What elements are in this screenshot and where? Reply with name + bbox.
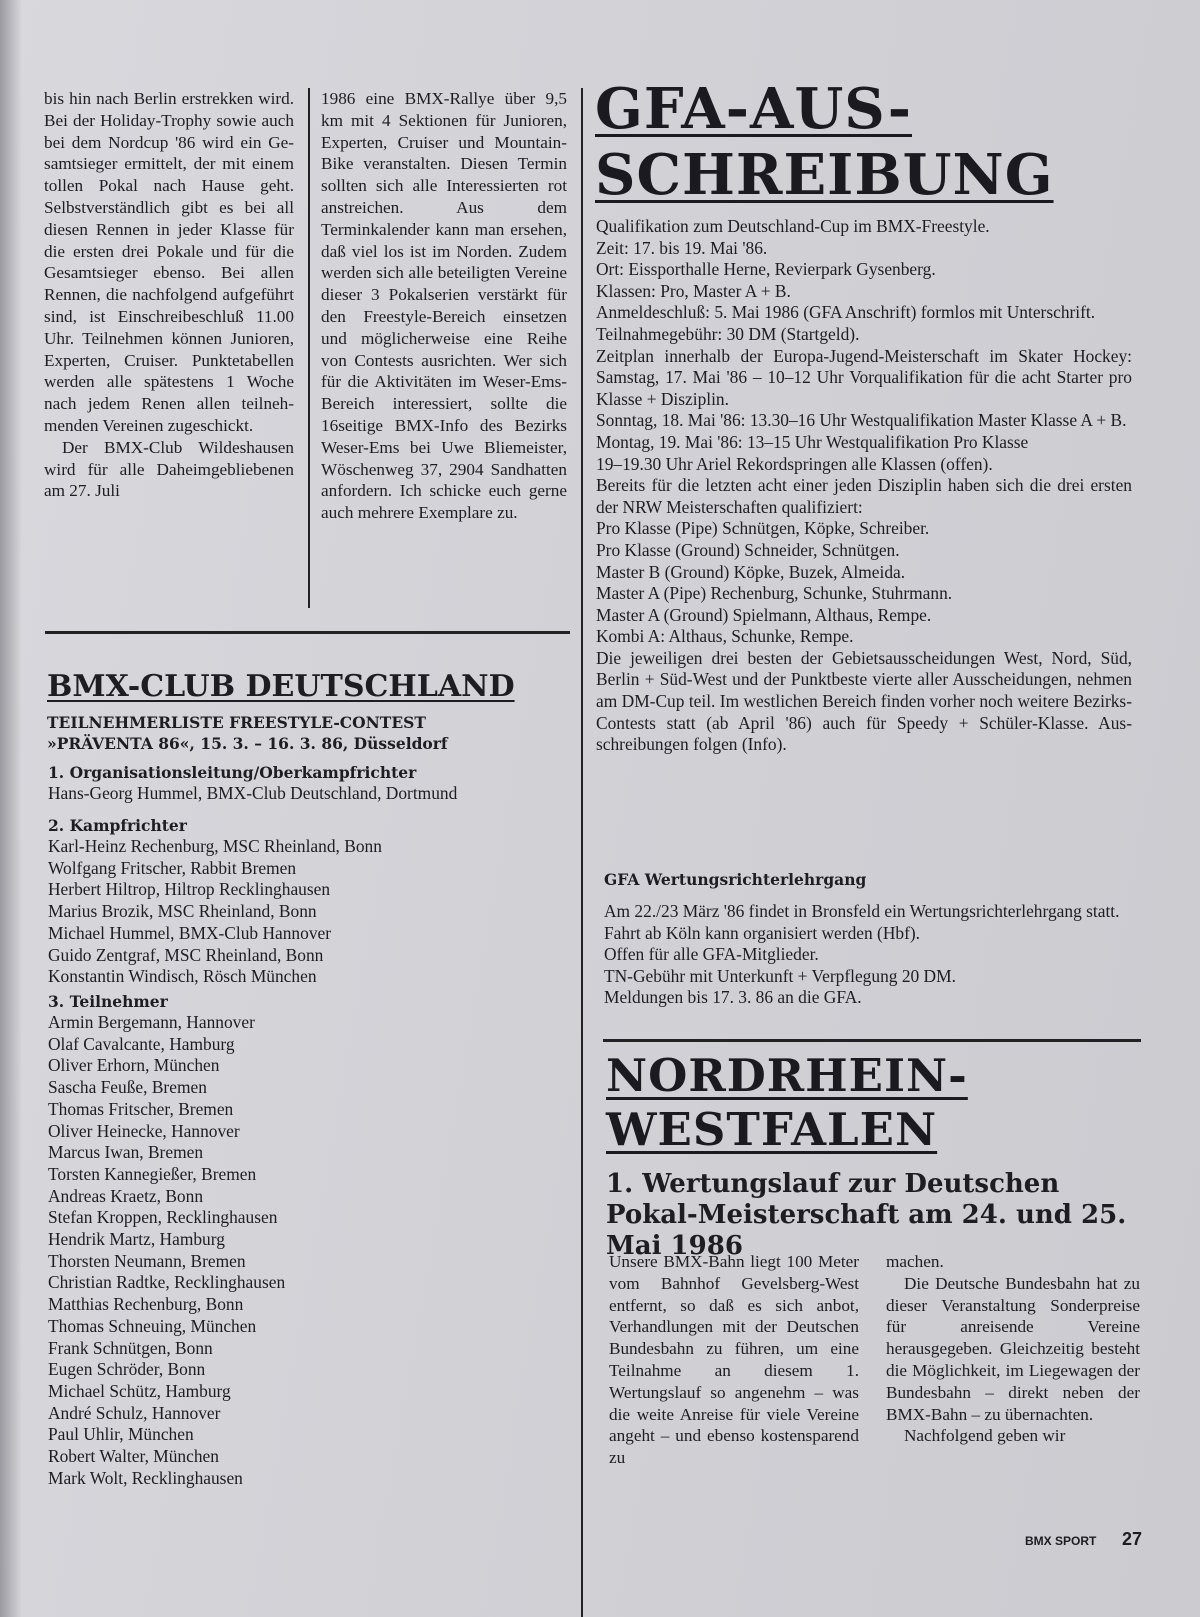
nrw-headline-line-2: WESTFALEN [606, 1103, 938, 1156]
wertungsrichter-line: Offen für alle GFA-Mitglieder. [604, 944, 819, 965]
participant-line: Eugen Schröder, Bonn [48, 1359, 206, 1380]
gfa-line: Pro Klasse (Ground) Schneider, Schnütgen. [596, 539, 900, 560]
participant-line: André Schulz, Hannover [48, 1402, 221, 1423]
participant-line: Torsten Kannegießer, Bremen [48, 1163, 257, 1184]
club-subtitle-line-1: TEILNEHMERLISTE FREESTYLE-CONTEST [47, 713, 426, 732]
column-1-paragraph-2: Der BMX-Club Wildeshausen wird für alle Daheimgebliebenen am 27. Juli [44, 437, 294, 501]
gfa-line: Sonntag, 18. Mai '86: 13.30–16 Uhr Westqualifikation Master Klasse A + B. [596, 410, 1127, 431]
participant-line: Hendrik Martz, Hamburg [48, 1229, 225, 1250]
gfa-headline-line-2: SCHREIBUNG [595, 142, 1054, 208]
gfa-line: Zeitplan innerhalb der Europa-Jugend-Meisterschaft im Skater Hockey: Samstag, 17. Mai '86 – 10–12 Uhr Vorqualifikation für die acht Starter pro Klasse + Disziplin. [596, 345, 1132, 409]
article-column-1 [44, 88, 294, 502]
wertungsrichter-title: GFA Wertungsrichterlehrgang [604, 870, 867, 889]
gfa-line: Montag, 19. Mai '86: 13–15 Uhr Westqualifikation Pro Klasse [596, 431, 1029, 452]
gfa-line: 19–19.30 Uhr Ariel Rekordspringen alle Klassen (offen). [596, 453, 993, 474]
gfa-line: Pro Klasse (Pipe) Schnütgen, Köpke, Schreiber. [596, 518, 930, 539]
nrw-column-1 [609, 1251, 859, 1469]
nrw-headline [606, 1049, 1146, 1157]
participant-line: Sascha Feuße, Bremen [48, 1077, 207, 1098]
judge-line: Wolfgang Fritscher, Rabbit Bremen [48, 857, 297, 878]
gfa-line: Kombi A: Althaus, Schunke, Rempe. [596, 626, 854, 647]
nrw-column-2 [886, 1251, 1140, 1447]
gfa-line: Master A (Ground) Spielmann, Althaus, Rempe. [596, 604, 932, 625]
participant-line: Oliver Erhorn, München [48, 1055, 220, 1076]
organisation-line: Hans-Georg Hummel, BMX-Club Deutschland, Dortmund [48, 783, 458, 803]
nrw-column-2-text-2: Die Deutsche Bundesbahn hat zu dieser Veranstaltung Sonderpreise für anreisende Vereine herausgegeben. Gleichzeitig besteht die Möglichkeit, im Liegewagen der Bundesbahn – direkt neben der BMX-Bahn – zu übernachten. [886, 1273, 1140, 1424]
participant-line: Stefan Kroppen, Recklinghausen [48, 1207, 278, 1228]
main-column-divider [581, 88, 583, 1617]
nrw-column-2-text-1: machen. [886, 1252, 944, 1271]
participant-line: Thomas Fritscher, Bremen [48, 1098, 234, 1119]
gfa-headline [595, 76, 1155, 208]
gfa-line: Zeit: 17. bis 19. Mai '86. [596, 237, 768, 258]
wertungsrichter-line: Meldungen bis 17. 3. 86 an die GFA. [604, 987, 862, 1008]
page-edge-shadow [0, 0, 22, 1617]
participant-line: Olaf Cavalcante, Hamburg [48, 1033, 235, 1054]
judges-title: 2. Kampfrichter [48, 816, 187, 835]
gfa-line: Qualifikation zum Deutschland-Cup im BMX-Freestyle. [596, 216, 990, 236]
judge-line: Guido Zentgraf, MSC Rheinland, Bonn [48, 944, 324, 965]
participant-line: Marcus Iwan, Bremen [48, 1142, 204, 1163]
participant-line: Thomas Schneuing, München [48, 1315, 257, 1336]
column-divider-1 [308, 88, 310, 608]
gfa-line: Bereits für die letzten acht einer jeden Disziplin haben sich die drei ersten der NRW Meisterschaften qualifiziert: [596, 475, 1132, 517]
article-column-2 [321, 88, 567, 524]
gfa-line: Klassen: Pro, Master A + B. [596, 280, 791, 301]
column-1-paragraph-1: bis hin nach Berlin erstrekken wird. Bei der Holiday-Trophy sowie auch bei dem Nordcup '86 wird ein Gesamtsieger ermittelt, der mit einem tollen Pokal nach Hause geht. Selbstverständlich gibt es bei all diesen Rennen in jeder Klasse für die ersten drei Pokale und für die Gesamtsieger ebenso. Bei allen Rennen, die nachfolgend aufgeführt sind, ist Einschreibeschluß 11.00 Uhr. Teilnehmen können Junioren, Experten, Cruiser. Punktetabellen werden alle spätestens 1 Woche nach jedem Renen allen teilnehmenden Vereinen zugeschickt. [44, 89, 294, 435]
nrw-column-1-text: Unsere BMX-Bahn liegt 100 Meter vom Bahnhof Gevelsberg-West entfernt, so daß es sich anbot, Verhandlungen mit der Deutschen Bundesbahn zu führen, um eine Teilnahme an diesem 1. Wertungslauf so angenehm – was die weite Anreise für viele Vereine angeht – und ebenso kostensparend zu [609, 1252, 859, 1468]
judge-line: Karl-Heinz Rechenburg, MSC Rheinland, Bonn [48, 836, 382, 856]
wertungsrichter-line: TN-Gebühr mit Unterkunft + Verpflegung 20 DM. [604, 965, 956, 986]
gfa-headline-line-1: GFA-AUS- [595, 76, 913, 142]
participant-line: Mark Wolt, Recklinghausen [48, 1467, 243, 1488]
participant-line: Christian Radtke, Recklinghausen [48, 1272, 286, 1293]
club-subtitle-line-2: »PRÄVENTA 86«, 15. 3. – 16. 3. 86, Düsseldorf [47, 734, 448, 753]
participant-line: Frank Schnütgen, Bonn [48, 1337, 213, 1358]
participant-line: Michael Schütz, Hamburg [48, 1380, 231, 1401]
gfa-line: Master B (Ground) Köpke, Buzek, Almeida. [596, 561, 906, 582]
organisation-title: 1. Organisationsleitung/Oberkampfrichter [48, 763, 417, 782]
section-divider-left [45, 631, 570, 634]
gfa-line: Die jeweiligen drei besten der Gebietsausscheidungen West, Nord, Süd, Berlin + Süd-West und der Punktbeste vierte aller Ausscheidungen, nehmen am DM-Cup teil. Im westlichen Bereich finden vorher noch weitere Bezirks-Contests statt (ab April '86) auch für Speedy + Schüler-Klasse. Ausschreibungen folgen (Info). [596, 647, 1132, 755]
gfa-line: Teilnahmegebühr: 30 DM (Startgeld). [596, 323, 860, 344]
page-number: 27 [1122, 1529, 1143, 1549]
gfa-body [596, 216, 1132, 756]
club-section-title: BMX-CLUB DEUTSCHLAND [47, 669, 515, 704]
participant-line: Paul Uhlir, München [48, 1424, 194, 1445]
participant-line: Oliver Heinecke, Hannover [48, 1120, 240, 1141]
gfa-line: Anmeldeschluß: 5. Mai 1986 (GFA Anschrift) formlos mit Unterschrift. [596, 302, 1096, 323]
nrw-subheadline: 1. Wertungslauf zur Deutschen Pokal-Meisterschaft am 24. und 25. Mai 1986 [606, 1169, 1127, 1261]
wertungsrichter-line: Am 22./23 März '86 findet in Bronsfeld ein Wertungsrichterlehrgang statt. [604, 901, 1120, 921]
participant-line: Thorsten Neumann, Bremen [48, 1250, 246, 1271]
judge-line: Konstantin Windisch, Rösch München [48, 966, 317, 987]
organisation-section [48, 762, 568, 805]
magazine-brand: BMX SPORT [1025, 1534, 1097, 1548]
participant-line: Matthias Rechenburg, Bonn [48, 1294, 244, 1315]
participants-title: 3. Teilnehmer [48, 992, 168, 1011]
participant-line: Armin Bergemann, Hannover [48, 1012, 255, 1032]
judge-line: Herbert Hiltrop, Hiltrop Recklinghausen [48, 879, 331, 900]
judge-line: Marius Brozik, MSC Rheinland, Bonn [48, 901, 317, 922]
judge-line: Michael Hummel, BMX-Club Hannover [48, 922, 332, 943]
gfa-line: Master A (Pipe) Rechenburg, Schunke, Stuhrmann. [596, 583, 953, 604]
column-2-paragraph-1: 1986 eine BMX-Rallye über 9,5 km mit 4 Sektionen für Junioren, Experten, Cruiser und Mountain-Bike veranstalten. Diesen Termin sollten sich alle Interessierten rot anstreichen. Aus dem Terminkalender kann man ersehen, daß viel los ist im Norden. Zudem werden sich alle beteiligten Vereine dieser 3 Pokalserien verstärkt für den Freestyle-Bereich einsetzen und möglicherweise eine Reihe von Contests ausrichten. Wer sich für die Aktivitäten im Weser-Ems-Bereich interessiert, sollte die 16seitige BMX-Info des Bezirks Weser-Ems bei Uwe Bliemeister, Wöschenweg 37, 2904 Sandhatten anfordern. Ich schicke euch gerne auch mehrere Exemplare zu. [321, 89, 567, 523]
participant-line: Robert Walter, München [48, 1446, 219, 1467]
participant-line: Andreas Kraetz, Bonn [48, 1185, 204, 1206]
section-divider-right [603, 1039, 1141, 1042]
club-section-subtitle [47, 712, 567, 754]
judges-section [48, 815, 568, 988]
nrw-headline-line-1: NORDRHEIN- [606, 1049, 968, 1102]
wertungsrichter-line: Fahrt ab Köln kann organisiert werden (Hbf). [604, 922, 921, 943]
nrw-column-2-text-3: Nachfolgend geben wir [904, 1426, 1066, 1446]
wertungsrichter-body [604, 901, 1144, 1009]
gfa-line: Ort: Eissporthalle Herne, Revierpark Gysenberg. [596, 259, 936, 280]
participants-section [48, 991, 568, 1489]
